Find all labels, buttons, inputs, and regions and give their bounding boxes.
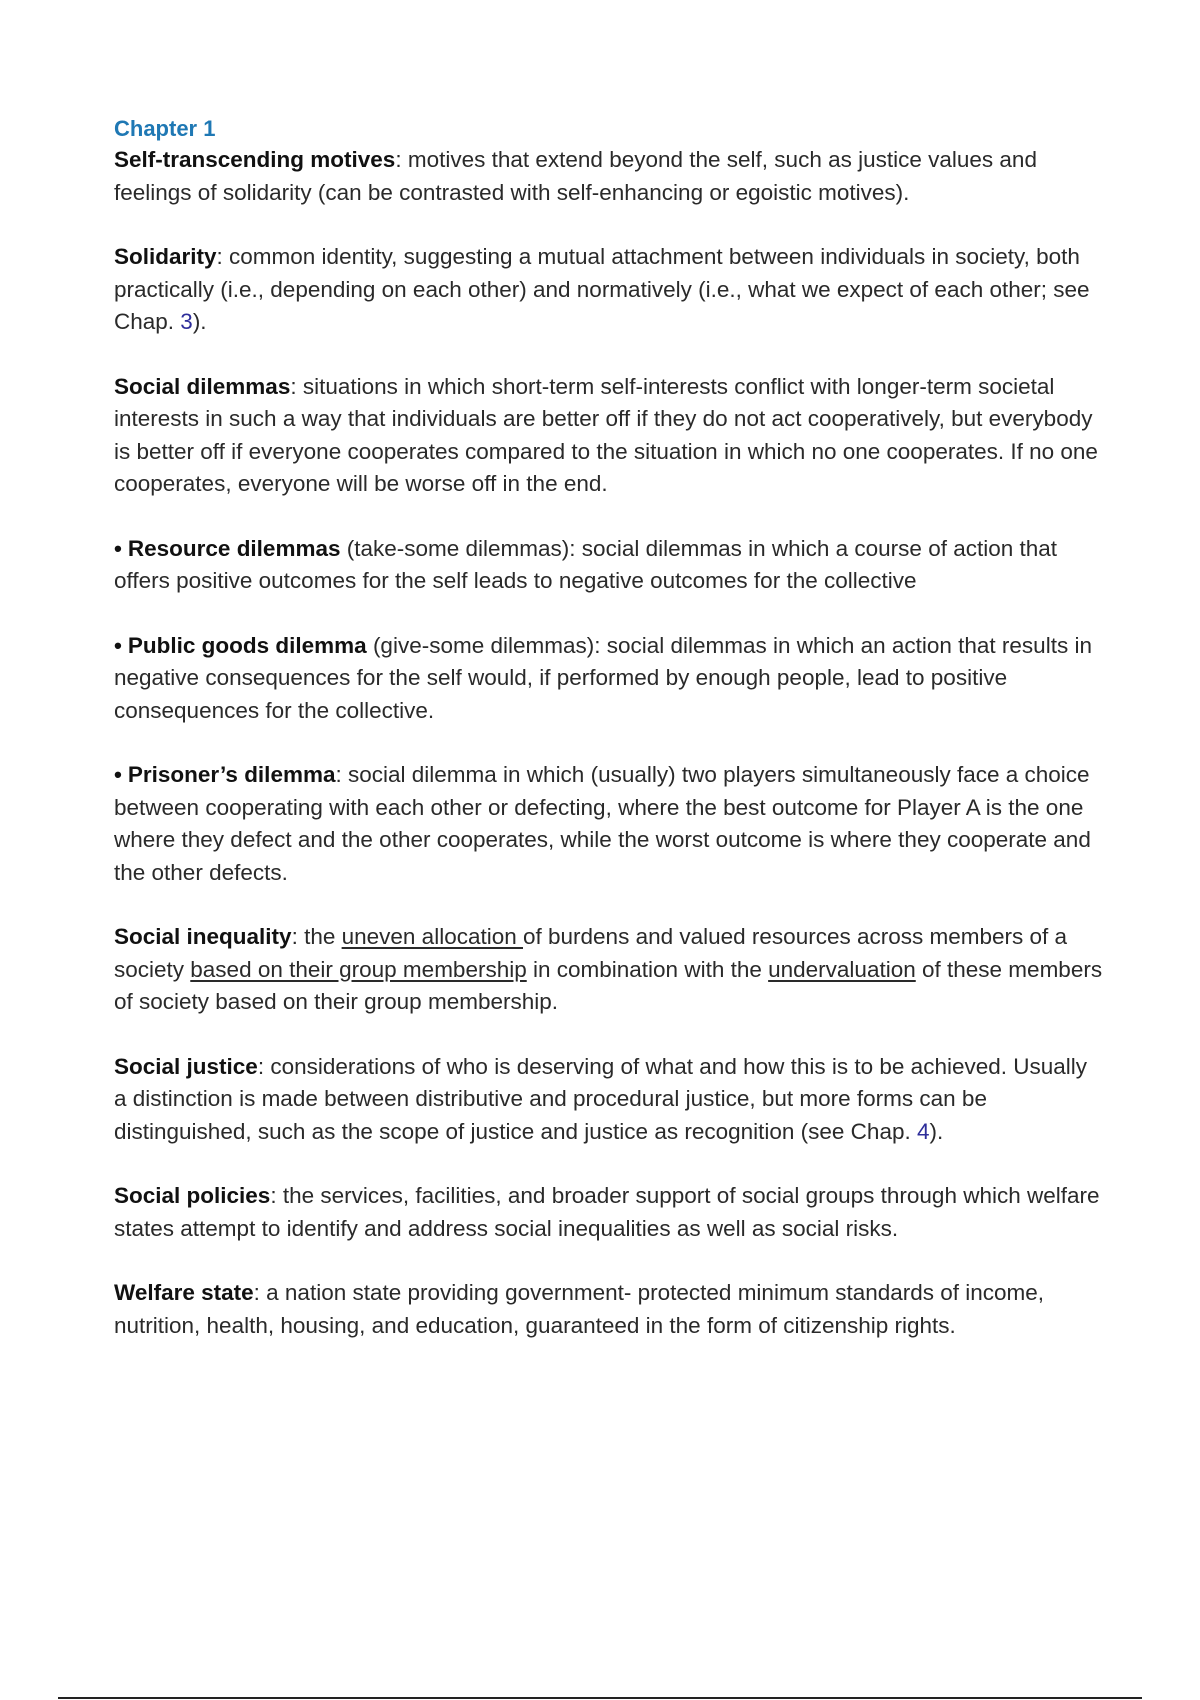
underlined-phrase: based on their group membership [190, 956, 527, 982]
chapter-title: Chapter 1 [114, 116, 216, 141]
bullet-icon: • [114, 535, 122, 561]
definition: : a nation state providing government- protected minimum standards of income, nutrition, health, housing, and education, guaranteed in the form of citizenship rights. [114, 1280, 1045, 1338]
definition-end: ). [192, 309, 207, 334]
entry-resource-dilemmas [114, 533, 1104, 598]
term: Prisoner’s dilemma [127, 762, 336, 787]
term: Welfare state [114, 1280, 254, 1305]
document-page [114, 114, 1104, 1374]
definition: : common identity, suggesting a mutual attachment between individuals in society, both practically (i.e., depending on each other) and normatively (i.e., what we expect of each other; see Chap. [114, 244, 1090, 334]
chapter-link[interactable]: 4 [916, 1118, 930, 1144]
term: Social dilemmas [114, 373, 291, 399]
entry-welfare-state [114, 1277, 1104, 1342]
entry-social-policies [114, 1180, 1104, 1245]
term: Self-transcending motives [114, 147, 396, 172]
definition: : the services, facilities, and broader support of social groups through which welfare states attempt to identify and address social inequalities as well as social risks. [114, 1183, 1100, 1241]
bullet-icon: • [114, 762, 122, 787]
definition-part: : the [291, 924, 342, 949]
definition-end: ). [929, 1118, 944, 1144]
definition: : social dilemma in which (usually) two players simultaneously face a choice between cooperating with each other or defecting, where the best outcome for Player A is the one where they defect and the other cooperates, while the worst outcome is where they cooperate and the other defects. [114, 762, 1091, 885]
entry-solidarity [114, 241, 1104, 339]
term: Resource dilemmas [127, 535, 341, 561]
chapter-link[interactable]: 3 [180, 309, 193, 334]
definition: : situations in which short-term self-interests conflict with longer-term societal interests in such a way that individuals are better off if they do not act cooperatively, but everybody is better off if everyone cooperates compared to the situation in which no one cooperates. If no one cooperates, everyone will be worse off in the end. [114, 373, 1098, 496]
underlined-phrase: undervaluation [768, 956, 916, 982]
definition: (take-some dilemmas): social dilemmas in which a course of action that offers positive outcomes for the self leads to negative outcomes for the collective [114, 535, 1058, 593]
definition-part: in combination with the [526, 956, 769, 982]
definition-part: of these members of society based on their group membership. [114, 956, 1103, 1014]
term: Solidarity [114, 244, 217, 269]
definition: : considerations of who is deserving of what and how this is to be achieved. Usually a distinction is made between distributive and procedural justice, but more forms can be distinguished, such as the scope of justice and justice as recognition (see Chap. [114, 1053, 1088, 1144]
entry-self-transcending-motives [114, 144, 1104, 209]
term: Social policies [114, 1183, 271, 1208]
entry-prisoners-dilemma [114, 759, 1104, 889]
term: Social justice [114, 1053, 258, 1079]
term: Public goods dilemma [127, 632, 367, 658]
definition-part: of burdens and valued resources across members of a society [114, 924, 1068, 982]
bullet-icon: • [114, 632, 122, 658]
bottom-rule [58, 1697, 1142, 1699]
entry-public-goods-dilemma [114, 630, 1104, 728]
entry-social-justice [114, 1051, 1104, 1149]
underlined-phrase: uneven allocation [341, 924, 523, 949]
entry-social-dilemmas [114, 371, 1104, 501]
definition: (give-some dilemmas): social dilemmas in which an action that results in negative consequences for the self would, if performed by enough people, lead to positive consequences for the collective. [114, 632, 1092, 723]
term: Social inequality [114, 924, 292, 949]
definition: : motives that extend beyond the self, such as justice values and feelings of solidarity (can be contrasted with self-enhancing or egoistic motives). [114, 147, 1037, 205]
entry-social-inequality [114, 921, 1104, 1019]
